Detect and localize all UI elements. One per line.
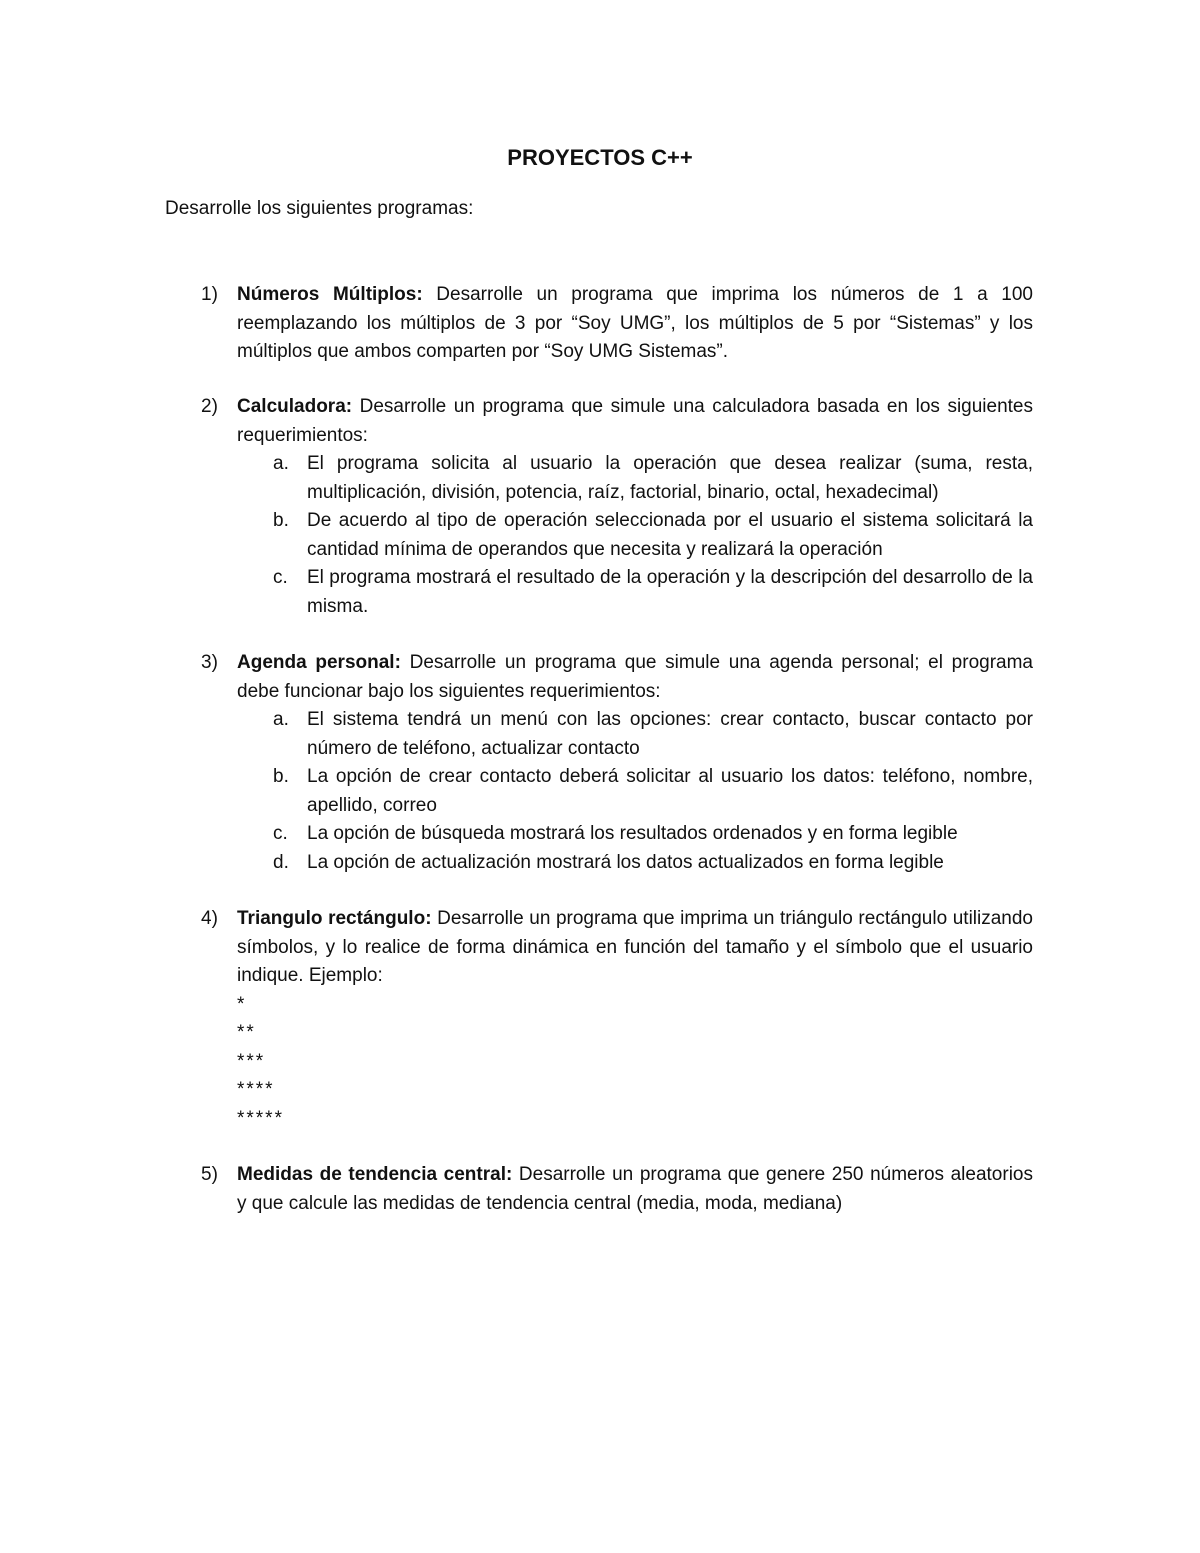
sub-item [237, 820, 1033, 849]
item-text: Desarrolle un programa que genere 250 números aleatorios y que calcule las medidas de tendencia central (media, moda, mediana) [237, 1164, 1033, 1214]
sub-list [237, 706, 1033, 877]
sub-list [237, 450, 1033, 621]
star-line: ***** [237, 1107, 284, 1129]
item-heading: Medidas de tendencia central: [237, 1164, 513, 1185]
sub-item [237, 706, 1033, 763]
list-item-2 [165, 393, 1033, 621]
star-line: **** [237, 1079, 275, 1100]
sub-text: La opción de búsqueda mostrará los resultados ordenados y en forma legible [307, 823, 958, 844]
list-item-3 [165, 649, 1033, 877]
item-text: Desarrolle un programa que imprima los números de 1 a 100 reemplazando los múltiplos de 3 por “Soy UMG”, los múltiplos de 5 por “Sistemas” y los múltiplos que ambos comparten por “Soy UMG Sistemas”. [237, 284, 1033, 362]
item-heading: Números Múltiplos: [237, 284, 423, 305]
sub-item [237, 849, 1033, 878]
item-text: Desarrolle un programa que simule una calculadora basada en los siguientes requerimientos: [237, 396, 1033, 446]
item-number: 4) [201, 908, 218, 929]
sub-item [237, 763, 1033, 820]
item-number: 2) [201, 396, 218, 417]
item-body [237, 649, 1033, 877]
sub-text: La opción de actualización mostrará los datos actualizados en forma legible [307, 851, 944, 873]
sub-letter: a. [273, 453, 289, 474]
item-heading: Agenda personal: [237, 652, 401, 673]
item-number: 5) [201, 1164, 218, 1185]
sub-text: El programa solicita al usuario la operación que desea realizar (suma, resta, multiplicación, división, potencia, raíz, factorial, binario, octal, hexadecimal) [307, 453, 1033, 503]
sub-item [237, 507, 1033, 564]
sub-item [237, 564, 1033, 621]
sub-text: De acuerdo al tipo de operación seleccionada por el usuario el sistema solicitará la cantidad mínima de operandos que necesita y realizará la operación [307, 510, 1033, 560]
intro-text: Desarrolle los siguientes programas: [165, 198, 474, 219]
sub-item [237, 450, 1033, 507]
sub-letter: b. [273, 766, 289, 787]
item-body [237, 1161, 1033, 1218]
sub-text: El sistema tendrá un menú con las opciones: crear contacto, buscar contacto por número de teléfono, actualizar contacto [307, 709, 1033, 759]
star-line: ** [237, 1022, 256, 1043]
item-text: Desarrolle un programa que imprima un triángulo rectángulo utilizando símbolos, y lo realice de forma dinámica en función del tamaño y el símbolo que el usuario indique. Ejemplo: [237, 908, 1033, 986]
sub-text: La opción de crear contacto deberá solicitar al usuario los datos: teléfono, nombre, apellido, correo [307, 766, 1033, 816]
item-text: Desarrolle un programa que simule una agenda personal; el programa debe funcionar bajo los siguientes requerimientos: [237, 652, 1033, 702]
sub-text: El programa mostrará el resultado de la operación y la descripción del desarrollo de la misma. [307, 567, 1033, 617]
item-heading: Triangulo rectángulo: [237, 908, 432, 929]
item-heading: Calculadora: [237, 396, 353, 417]
page-title: PROYECTOS C++ [507, 145, 693, 170]
sub-letter: c. [273, 567, 288, 588]
sub-letter: c. [273, 823, 288, 844]
sub-letter: a. [273, 709, 289, 730]
star-triangle-example [237, 991, 1033, 1134]
star-line: * [237, 993, 247, 1015]
list-item-4 [165, 905, 1033, 1133]
sub-letter: b. [273, 510, 289, 531]
item-number: 1) [201, 284, 218, 305]
star-line: *** [237, 1050, 266, 1072]
item-body [237, 393, 1033, 621]
item-body [237, 281, 1033, 367]
item-number: 3) [201, 652, 218, 673]
list-item-5 [165, 1161, 1033, 1218]
sub-letter: d. [273, 851, 289, 873]
item-body [237, 905, 1033, 1133]
list-item-1 [165, 281, 1033, 367]
